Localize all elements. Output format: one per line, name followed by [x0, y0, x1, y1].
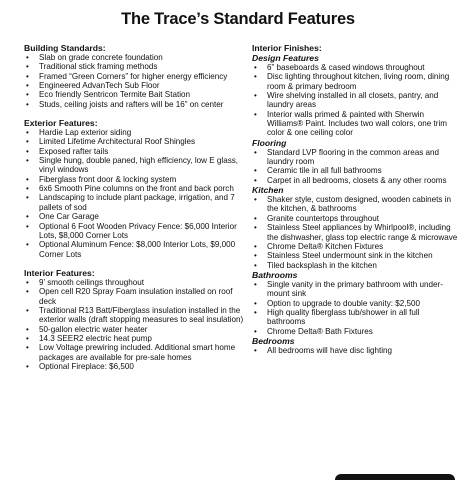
right-column: [252, 43, 458, 355]
list-item: • Shaker style, custom designed, wooden cabinets in the kitchen, & bathrooms: [252, 195, 458, 214]
list-item: • Chrome Delta® Kitchen Fixtures: [252, 242, 458, 251]
list-item: • Fiberglass front door & locking system: [24, 175, 246, 184]
design-features-list: [252, 63, 458, 138]
list-item: • 9’ smooth ceilings throughout: [24, 278, 246, 287]
list-item: • Open cell R20 Spray Foam insulation installed on roof deck: [24, 287, 246, 306]
bathrooms-list: [252, 280, 458, 336]
interior-finishes-heading: Interior Finishes:: [252, 43, 322, 53]
kitchen-heading: Kitchen: [252, 185, 284, 196]
list-item: • Slab on grade concrete foundation: [24, 53, 246, 62]
list-item: • Optional 6 Foot Wooden Privacy Fence: $6,000 Interior Lots, $8,000 Corner Lots: [24, 222, 246, 241]
building-standards-heading: Building Standards:: [24, 43, 106, 53]
list-item: • Landscaping to include plant package, irrigation, and 7 pallets of sod: [24, 193, 246, 212]
building-standards-list: [24, 53, 246, 109]
list-item: • Optional Fireplace: $6,500: [24, 362, 246, 371]
list-item: • Engineered AdvanTech Sub Floor: [24, 81, 246, 90]
list-item: • 6” baseboards & cased windows throughout: [252, 63, 458, 72]
list-item: • Granite countertops throughout: [252, 214, 458, 223]
list-item: • Single vanity in the primary bathroom with under-mount sink: [252, 280, 458, 299]
list-item: • Low Voltage prewiring included. Additional smart home packages are available for pre-sale homes: [24, 343, 246, 362]
list-item: • Studs, ceiling joists and rafters will be 16” on center: [24, 100, 246, 109]
design-features-heading: Design Features: [252, 53, 319, 63]
list-item: • Eco friendly Sentricon Termite Bait Station: [24, 90, 246, 99]
bedrooms-heading: Bedrooms: [252, 335, 295, 346]
list-item: • Stainless Steel undermount sink in the kitchen: [252, 251, 458, 260]
left-column: [24, 43, 246, 371]
interior-features-list: [24, 278, 246, 371]
list-item: • 14.3 SEER2 electric heat pump: [24, 334, 246, 343]
list-item: • Exposed rafter tails: [24, 147, 246, 156]
bottom-bar: [335, 474, 455, 480]
page-title: The Trace’s Standard Features: [121, 10, 355, 28]
interior-features-heading: Interior Features:: [24, 267, 95, 278]
list-item: • Chrome Delta® Bath Fixtures: [252, 327, 458, 336]
kitchen-list: [252, 195, 458, 270]
exterior-features-heading: Exterior Features:: [24, 118, 98, 129]
list-item: • Limited Lifetime Architectural Roof Shingles: [24, 137, 246, 146]
list-item: • High quality fiberglass tub/shower in all full bathrooms: [252, 308, 458, 327]
exterior-features-list: [24, 128, 246, 259]
list-item: • Standard LVP flooring in the common areas and laundry room: [252, 148, 458, 167]
bedrooms-list: [252, 346, 458, 355]
bathrooms-heading: Bathrooms: [252, 269, 298, 280]
list-item: • Stainless Steel appliances by Whirlpool®, including the dishwasher, glass top electric range & microwave: [252, 223, 458, 242]
list-item: • Carpet in all bedrooms, closets & any other rooms: [252, 176, 458, 185]
list-item: • 50-gallon electric water heater: [24, 325, 246, 334]
list-item: • Framed “Green Corners” for higher energy efficiency: [24, 72, 246, 81]
list-item: • Hardie Lap exterior siding: [24, 128, 246, 137]
list-item: • Disc lighting throughout kitchen, living room, dining room & primary bedroom: [252, 72, 458, 91]
list-item: • Ceramic tile in all full bathrooms: [252, 166, 458, 175]
list-item: • 6x6 Smooth Pine columns on the front and back porch: [24, 184, 246, 193]
list-item: • Wire shelving installed in all closets, pantry, and laundry areas: [252, 91, 458, 110]
flooring-list: [252, 148, 458, 185]
list-item: • All bedrooms will have disc lighting: [252, 346, 458, 355]
list-item: • Single hung, double paned, high efficiency, low E glass, vinyl windows: [24, 156, 246, 175]
list-item: • Optional Aluminum Fence: $8,000 Interior Lots, $9,000 Corner Lots: [24, 240, 246, 259]
list-item: • Tiled backsplash in the kitchen: [252, 261, 458, 270]
list-item: • Traditional R13 Batt/Fiberglass insulation installed in the exterior walls (draft stopping measures to seal insulation): [24, 306, 246, 325]
list-item: • One Car Garage: [24, 212, 246, 221]
list-item: • Option to upgrade to double vanity: $2,500: [252, 299, 458, 308]
flooring-heading: Flooring: [252, 137, 287, 148]
list-item: • Interior walls primed & painted with Sherwin Williams® Paint. Includes two wall colors, one trim color & one ceiling color: [252, 110, 458, 138]
list-item: • Traditional stick framing methods: [24, 62, 246, 71]
